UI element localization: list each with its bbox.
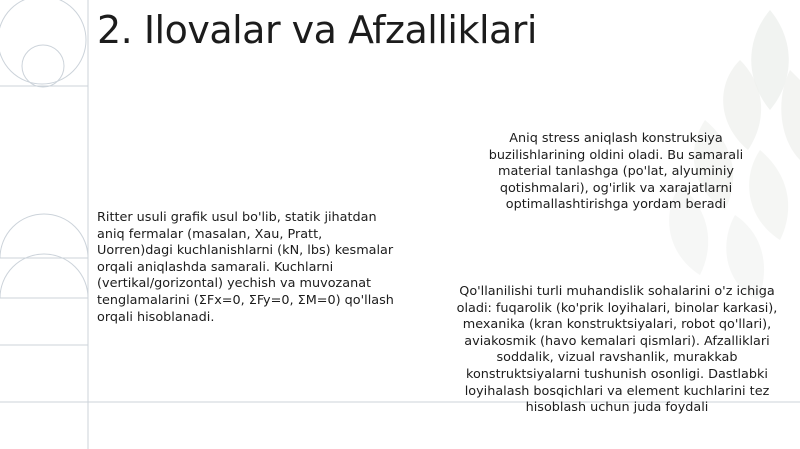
right-bottom-paragraph: Qo'llanilishi turli muhandislik sohalarini o'z ichiga oladi: fuqarolik (ko'prik loyihalari, binolar karkasi), mexanika (kran konstruktsiyalari, robot qo'llari), aviakosmik (havo kemalari qismlari). Afzalliklari soddalik, vizual ravshanlik, murakkab konstruktsiyalarni tushunish osonligi. Dastlabki loyihalash bosqichlari va element kuchlarini tez hisoblash uchun juda foydali (456, 284, 778, 416)
left-paragraph: Ritter usuli grafik usul bo'lib, statik jihatdan aniq fermalar (masalan, Xau, Pratt, Uorren)dagi kuchlanishlarni (kN, lbs) kesmalar orqali aniqlashda samarali. Kuchlarni (vertikal/gorizontal) yechish va muvozanat tenglamalarini (ΣFx=0, ΣFy=0, ΣM=0) qo'llash orqali hisoblanadi. (97, 210, 394, 325)
slide-title: 2. Ilovalar va Afzalliklari (97, 8, 537, 52)
right-top-paragraph: Aniq stress aniqlash konstruksiya buzilishlarining oldini oladi. Bu samarali material tanlashga (po'lat, alyuminiy qotishmalari), og'irlik va xarajatlarni optimallashtirishga yordam beradi (488, 131, 744, 213)
